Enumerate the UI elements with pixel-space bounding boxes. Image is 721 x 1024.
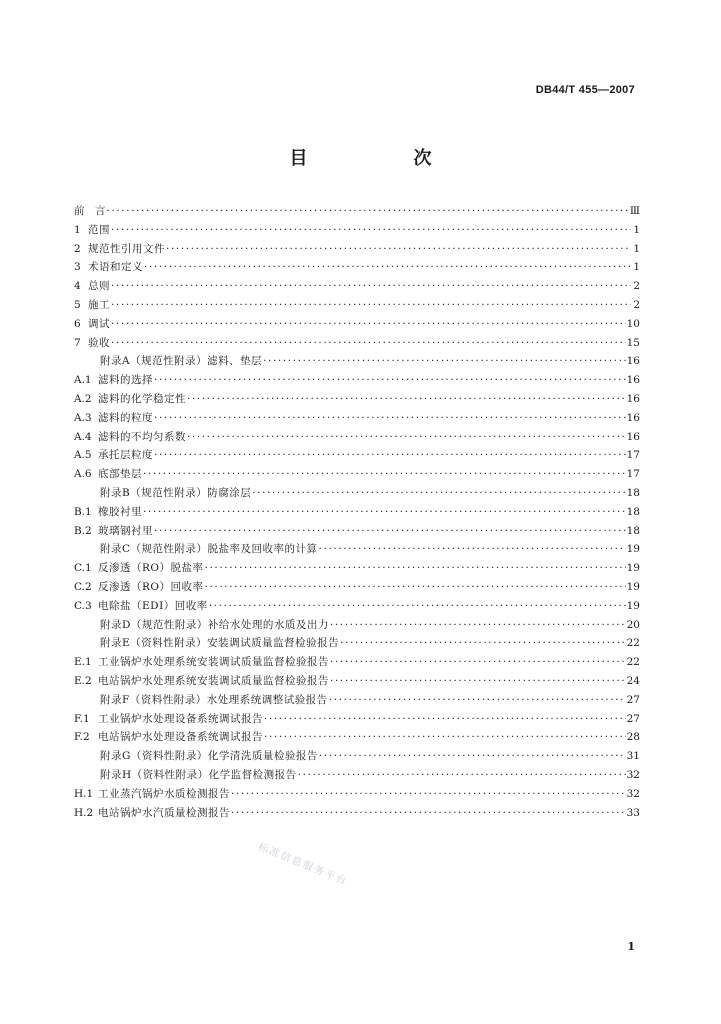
toc-entry[interactable]	[74, 540, 640, 559]
toc-entry-number: E.2	[74, 674, 92, 687]
toc-entry-page: 17	[626, 449, 640, 462]
toc-entry[interactable]	[74, 428, 640, 447]
toc-entry[interactable]	[74, 691, 640, 710]
toc-leader-dots	[319, 540, 626, 559]
toc-entry-title: 工业蒸汽锅炉水质检测报告	[98, 787, 230, 800]
toc-entry-page: 22	[626, 637, 640, 650]
toc-entry-page: 16	[626, 355, 640, 368]
toc-entry[interactable]	[74, 503, 640, 522]
toc-entry-title: 范围	[88, 223, 110, 236]
toc-entry[interactable]	[74, 710, 640, 729]
toc-entry[interactable]	[74, 616, 640, 635]
toc-entry[interactable]	[74, 409, 640, 428]
toc-entry[interactable]	[74, 559, 640, 578]
toc-entry-page: 20	[626, 618, 640, 631]
toc-entry-title: 术语和定义	[88, 261, 143, 274]
toc-entry-title: 承托层粒度	[98, 449, 153, 462]
toc-entry-title: 附录E（资料性附录）安装调试质量监督检验报告	[100, 637, 340, 650]
toc-entry-title: 反渗透（RO）脱盐率	[98, 562, 204, 575]
toc-entry-title: 电站锅炉水处理设备系统调试报告	[98, 731, 263, 744]
toc-entry-number: H.1	[74, 787, 94, 800]
toc-entry[interactable]	[74, 202, 640, 221]
toc-leader-dots	[319, 747, 626, 766]
toc-entry-title: 工业锅炉水处理系统安装调试质量监督检验报告	[98, 656, 329, 669]
toc-entry-title: 附录F（资料性附录）水处理系统调整试验报告	[100, 693, 328, 706]
toc-leader-dots	[111, 277, 631, 296]
toc-entry-page: 16	[626, 430, 640, 443]
toc-entry[interactable]	[74, 446, 640, 465]
table-of-contents	[74, 202, 640, 822]
toc-entry-title: 附录H（资料性附录）化学监督检测报告	[100, 768, 297, 781]
toc-entry-page: 28	[626, 731, 640, 744]
toc-entry[interactable]	[74, 597, 640, 616]
page-title: 目 次	[289, 148, 476, 169]
toc-leader-dots	[154, 446, 626, 465]
toc-entry-page: 16	[626, 411, 640, 424]
toc-entry-page: 1	[633, 242, 640, 255]
toc-entry-page: 16	[626, 374, 640, 387]
toc-entry-number: 7	[74, 336, 81, 349]
toc-entry-number: 2	[74, 242, 81, 255]
toc-entry-number: C.3	[74, 599, 92, 612]
toc-leader-dots	[231, 785, 626, 804]
toc-leader-dots	[205, 578, 626, 597]
toc-leader-dots	[330, 672, 626, 691]
toc-entry-number: 1	[74, 223, 81, 236]
toc-entry-page: 19	[626, 543, 640, 556]
toc-entry-number: B.1	[74, 505, 92, 518]
toc-leader-dots	[330, 616, 626, 635]
toc-entry-page: 22	[626, 656, 640, 669]
toc-entry-title: 反渗透（RO）回收率	[98, 580, 204, 593]
toc-leader-dots	[263, 352, 626, 371]
toc-entry-number: A.2	[74, 392, 92, 405]
toc-entry-page: 1	[633, 223, 640, 236]
toc-leader-dots	[154, 371, 626, 390]
toc-entry-number: A.1	[74, 374, 92, 387]
toc-entry[interactable]	[74, 352, 640, 371]
toc-entry-title: 附录B（规范性附录）防腐涂层	[100, 486, 252, 499]
toc-entry[interactable]	[74, 334, 640, 353]
toc-entry-title: 电站锅炉水处理系统安装调试质量监督检验报告	[98, 674, 329, 687]
toc-entry[interactable]	[74, 747, 640, 766]
toc-entry[interactable]	[74, 804, 640, 823]
toc-entry-number: 5	[74, 298, 81, 311]
toc-leader-dots	[166, 240, 631, 259]
toc-entry-title: 电站锅炉水汽质量检测报告	[98, 806, 230, 819]
toc-entry-title: 验收	[88, 336, 110, 349]
toc-entry-page: 27	[626, 712, 640, 725]
toc-entry[interactable]	[74, 522, 640, 541]
toc-entry-page: 19	[626, 562, 640, 575]
toc-entry[interactable]	[74, 258, 640, 277]
toc-entry-title: 滤料的选择	[98, 374, 153, 387]
toc-leader-dots	[330, 653, 626, 672]
toc-entry-number: A.4	[74, 430, 92, 443]
toc-entry-number: E.1	[74, 656, 92, 669]
toc-entry-title: 滤料的不均匀系数	[98, 430, 186, 443]
toc-entry-title: 工业锅炉水处理设备系统调试报告	[98, 712, 263, 725]
toc-entry-number: F.2	[74, 731, 90, 744]
toc-entry[interactable]	[74, 785, 640, 804]
toc-entry-page: 2	[633, 298, 640, 311]
toc-entry-title: 总则	[88, 280, 110, 293]
toc-entry[interactable]	[74, 221, 640, 240]
toc-entry-page: 27	[626, 693, 640, 706]
toc-entry-page: 31	[626, 750, 640, 763]
toc-entry-page: 33	[626, 806, 640, 819]
toc-entry-page: 32	[626, 768, 640, 781]
toc-entry-number: B.2	[74, 524, 92, 537]
toc-leader-dots	[111, 296, 631, 315]
toc-leader-dots	[107, 202, 629, 221]
toc-entry[interactable]	[74, 315, 640, 334]
toc-leader-dots	[329, 691, 626, 710]
toc-entry-number: F.1	[74, 712, 90, 725]
toc-entry-page: 32	[626, 787, 640, 800]
toc-entry[interactable]	[74, 653, 640, 672]
toc-leader-dots	[111, 221, 631, 240]
toc-entry-page: 19	[626, 599, 640, 612]
toc-entry-title: 橡胶衬里	[98, 505, 142, 518]
toc-leader-dots	[264, 710, 626, 729]
toc-entry-number: C.1	[74, 562, 92, 575]
toc-leader-dots	[209, 597, 626, 616]
toc-entry-page: Ⅲ	[629, 205, 640, 217]
toc-entry[interactable]	[74, 240, 640, 259]
toc-entry-title: 附录A（规范性附录）滤料、垫层	[100, 355, 263, 368]
toc-entry[interactable]	[74, 296, 640, 315]
toc-entry-title: 施工	[88, 298, 110, 311]
toc-leader-dots	[111, 315, 626, 334]
toc-leader-dots	[298, 766, 626, 785]
toc-leader-dots	[144, 258, 631, 277]
toc-leader-dots	[143, 465, 626, 484]
toc-entry[interactable]	[74, 634, 640, 653]
standard-code: DB44/T 455—2007	[535, 84, 635, 96]
toc-entry-title: 调试	[88, 317, 110, 330]
toc-leader-dots	[205, 559, 626, 578]
toc-entry-number: 3	[74, 261, 81, 274]
toc-entry[interactable]	[74, 672, 640, 691]
toc-entry-number: A.5	[74, 449, 92, 462]
toc-entry[interactable]	[74, 371, 640, 390]
toc-leader-dots	[231, 804, 626, 823]
toc-entry[interactable]	[74, 728, 640, 747]
toc-leader-dots	[340, 634, 625, 653]
toc-entry[interactable]	[74, 277, 640, 296]
watermark-text: 标准信息服务平台	[256, 841, 350, 888]
toc-entry-number: A.3	[74, 411, 92, 424]
toc-entry[interactable]	[74, 766, 640, 785]
toc-entry-page: 1	[633, 261, 640, 274]
toc-entry[interactable]	[74, 390, 640, 409]
toc-entry-page: 2	[633, 280, 640, 293]
toc-entry-page: 16	[626, 392, 640, 405]
toc-entry-number: 前 言	[74, 205, 106, 217]
toc-entry-page: 18	[626, 505, 640, 518]
toc-leader-dots	[111, 334, 626, 353]
toc-entry-page: 18	[626, 486, 640, 499]
toc-leader-dots	[154, 522, 626, 541]
toc-leader-dots	[143, 503, 626, 522]
toc-leader-dots	[252, 484, 625, 503]
toc-entry-title: 附录G（资料性附录）化学清洗质量检验报告	[100, 750, 318, 763]
toc-entry-number: C.2	[74, 580, 92, 593]
toc-entry-title: 附录D（规范性附录）补给水处理的水质及出力	[100, 618, 329, 631]
toc-leader-dots	[187, 428, 626, 447]
toc-entry-title: 附录C（规范性附录）脱盐率及回收率的计算	[100, 543, 318, 556]
toc-entry-page: 19	[626, 580, 640, 593]
toc-leader-dots	[187, 390, 626, 409]
toc-entry[interactable]	[74, 578, 640, 597]
toc-entry-page: 18	[626, 524, 640, 537]
toc-entry-title: 玻璃钢衬里	[98, 524, 153, 537]
toc-leader-dots	[154, 409, 626, 428]
toc-entry-title: 规范性引用文件	[88, 242, 165, 255]
toc-entry-page: 17	[626, 468, 640, 481]
toc-entry-title: 底部垫层	[98, 468, 142, 481]
toc-entry-page: 10	[626, 317, 640, 330]
toc-entry-page: 15	[626, 336, 640, 349]
toc-entry[interactable]	[74, 484, 640, 503]
toc-entry-page: 24	[626, 674, 640, 687]
toc-entry[interactable]	[74, 465, 640, 484]
toc-entry-number: H.2	[74, 806, 94, 819]
toc-entry-title: 电除盐（EDI）回收率	[98, 599, 208, 612]
toc-entry-number: A.6	[74, 468, 92, 481]
toc-entry-number: 4	[74, 280, 81, 293]
toc-entry-title: 滤料的化学稳定性	[98, 392, 186, 405]
page-number: 1	[627, 940, 635, 953]
toc-entry-title: 滤料的粒度	[98, 411, 153, 424]
toc-leader-dots	[264, 728, 626, 747]
toc-entry-number: 6	[74, 317, 81, 330]
